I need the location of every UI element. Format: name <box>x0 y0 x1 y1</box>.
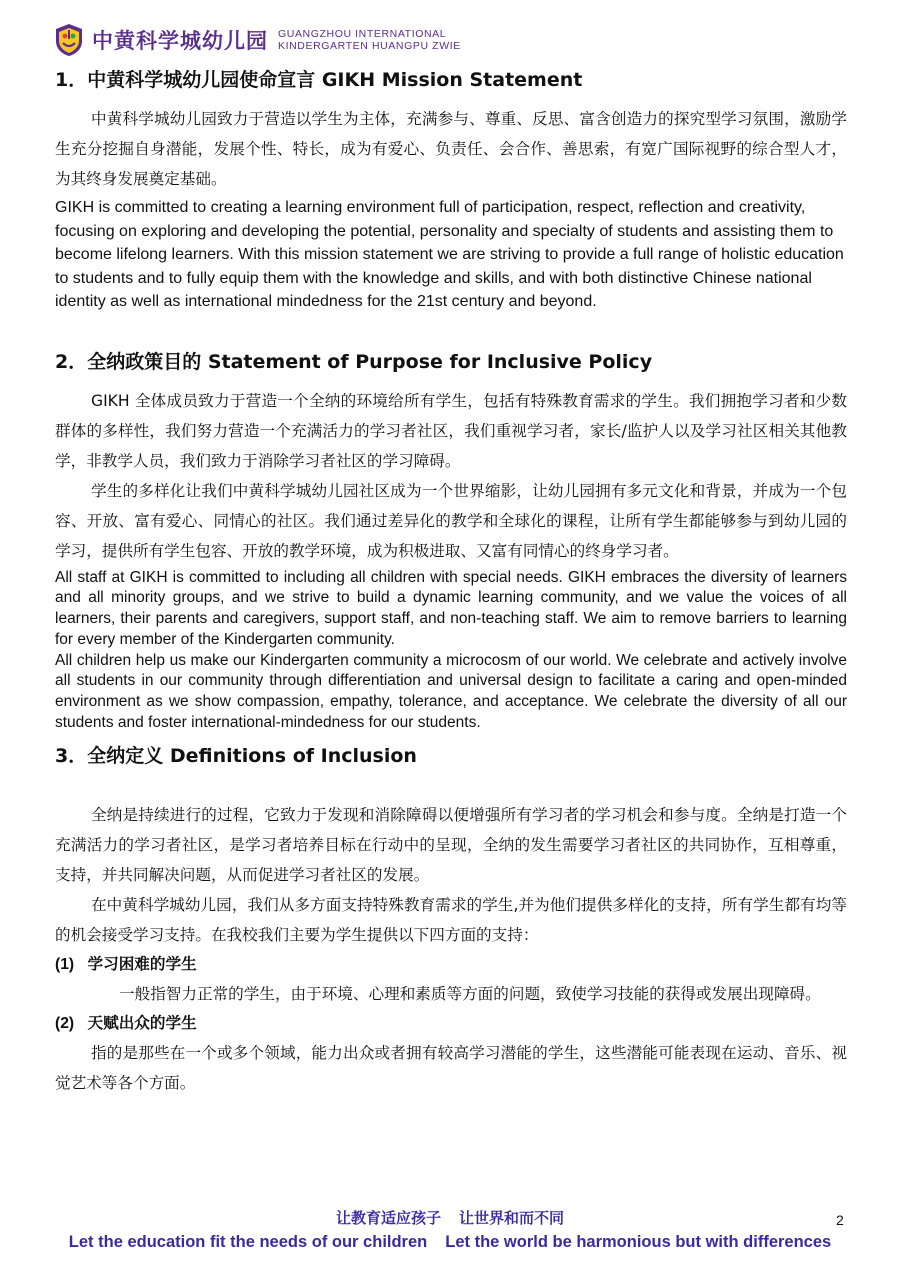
support-item-2-number: (2) <box>55 1014 75 1032</box>
document-body <box>55 66 847 1098</box>
motto-en-1: Let the education fit the needs of our children <box>68 1233 428 1251</box>
support-item-2-heading <box>55 1009 847 1038</box>
mission-paragraph-en: GIKH is committed to creating a learning environment full of participation, respect, reflection and creativity, focusing on exploring and developing the potential, personality and specialty of students and assisting them to become lifelong learners. With this mission statement we are striving to provide a full range of holistic education to students and to fully equip them with the knowledge and skills, and with both distinctive Chinese national identity as well as international mindedness for the 21st century and beyond. <box>55 199 844 310</box>
definition-paragraph-cn-2: 在中黄科学城幼儿园，我们从多方面支持特殊教育需求的学生,并为他们提供多样化的支持，所有学生都有均等的机会接受学习支持。在我校我们主要为学生提供以下四方面的支持： <box>55 895 847 944</box>
purpose-paragraph-cn-2: 学生的多样化让我们中黄科学城幼儿园社区成为一个世界缩影，让幼儿园拥有多元文化和背景，并成为一个包容、开放、富有爱心、同情心的社区。我们通过差异化的教学和全球化的课程，让所有学生都能够参与到幼儿园的学习，提供所有学生包容、开放的教学环境，成为积极进取、又富有同情心的终身学习者。 <box>55 481 847 560</box>
support-item-1-title: 学习困难的学生 <box>87 954 197 973</box>
section-2-title: 2．全纳政策目的 Statement of Purpose for Inclusive Policy <box>55 350 653 373</box>
section-inclusive-purpose <box>55 348 847 734</box>
support-item-1-heading <box>55 950 847 979</box>
page-number: 2 <box>836 1212 844 1228</box>
support-item-2-text: 指的是那些在一个或多个领域，能力出众或者拥有较高学习潜能的学生，这些潜能可能表现在运动、音乐、视觉艺术等各个方面。 <box>55 1043 847 1092</box>
section-3-title: 3．全纳定义 Definitions of Inclusion <box>55 744 417 767</box>
logo-name-en-line1: GUANGZHOU INTERNATIONAL <box>278 28 447 40</box>
motto-cn-2: 让世界和而不同 <box>459 1209 565 1227</box>
section-1-title: 1．中黄科学城幼儿园使命宣言 GIKH Mission Statement <box>55 69 583 91</box>
support-item-1-number: (1) <box>55 955 75 973</box>
section-inclusion-definitions <box>55 742 847 1098</box>
logo-name-en <box>278 28 461 52</box>
definition-paragraph-cn-1: 全纳是持续进行的过程，它致力于发现和消除障碍以便增强所有学习者的学习机会和参与度。全纳是打造一个充满活力的学习者社区，是学习者培养目标在行动中的呈现，全纳的发生需要学习者社区的共同协作，互相尊重，支持，并共同解决问题，从而促进学习者社区的发展。 <box>55 805 847 884</box>
motto-en <box>0 1230 900 1254</box>
motto-en-2: Let the world be harmonious but with differences <box>445 1233 832 1251</box>
motto-cn-1: 让教育适应孩子 <box>335 1209 441 1227</box>
header <box>54 22 461 58</box>
purpose-paragraph-en-2: All children help us make our Kindergarten community a microcosm of our world. We celebrate and actively involve all students in our community through differentiation and universal design to facilitate a caring and open-minded environment as we show compassion, empathy, tolerance, and acceptance. We celebrate the diversity of all our students and foster international-mindedness for our students. <box>55 651 847 732</box>
logo-name-cn: 中黄科学城幼儿园 <box>92 29 268 53</box>
support-item-2-title: 天赋出众的学生 <box>87 1013 197 1032</box>
kindergarten-logo-icon <box>54 23 84 57</box>
purpose-paragraph-en-1: All staff at GIKH is committed to including all children with special needs. GIKH embraces the diversity of learners and all minority groups, and we strive to build a dynamic learning community, and we value the voices of all learners, their parents and caregivers, support staff, and non-teaching staff. We aim to remove barriers to learning for every member of the Kindergarten community. <box>55 568 847 648</box>
footer-motto <box>0 1206 900 1254</box>
support-item-1-text: 一般指智力正常的学生，由于环境、心理和素质等方面的问题，致使学习技能的获得或发展出现障碍。 <box>119 984 821 1003</box>
purpose-paragraph-cn-1: GIKH 全体成员致力于营造一个全纳的环境给所有学生，包括有特殊教育需求的学生。我们拥抱学习者和少数群体的多样性，我们努力营造一个充满活力的学习者社区，我们重视学习者，家长/监护人以及学习社区相关其他教学，非教学人员，我们致力于消除学习者社区的学习障碍。 <box>55 391 847 470</box>
motto-cn <box>0 1206 900 1230</box>
mission-paragraph-cn: 中黄科学城幼儿园致力于营造以学生为主体，充满参与、尊重、反思、富含创造力的探究型学习氛围，激励学生充分挖掘自身潜能，发展个性、特长，成为有爱心、负责任、会合作、善思索，有宽广国际视野的综合型人才，为其终身发展奠定基础。 <box>55 110 847 188</box>
logo-name-en-line2: KINDERGARTEN HUANGPU ZWIE <box>278 40 461 52</box>
section-mission-statement <box>55 66 847 314</box>
